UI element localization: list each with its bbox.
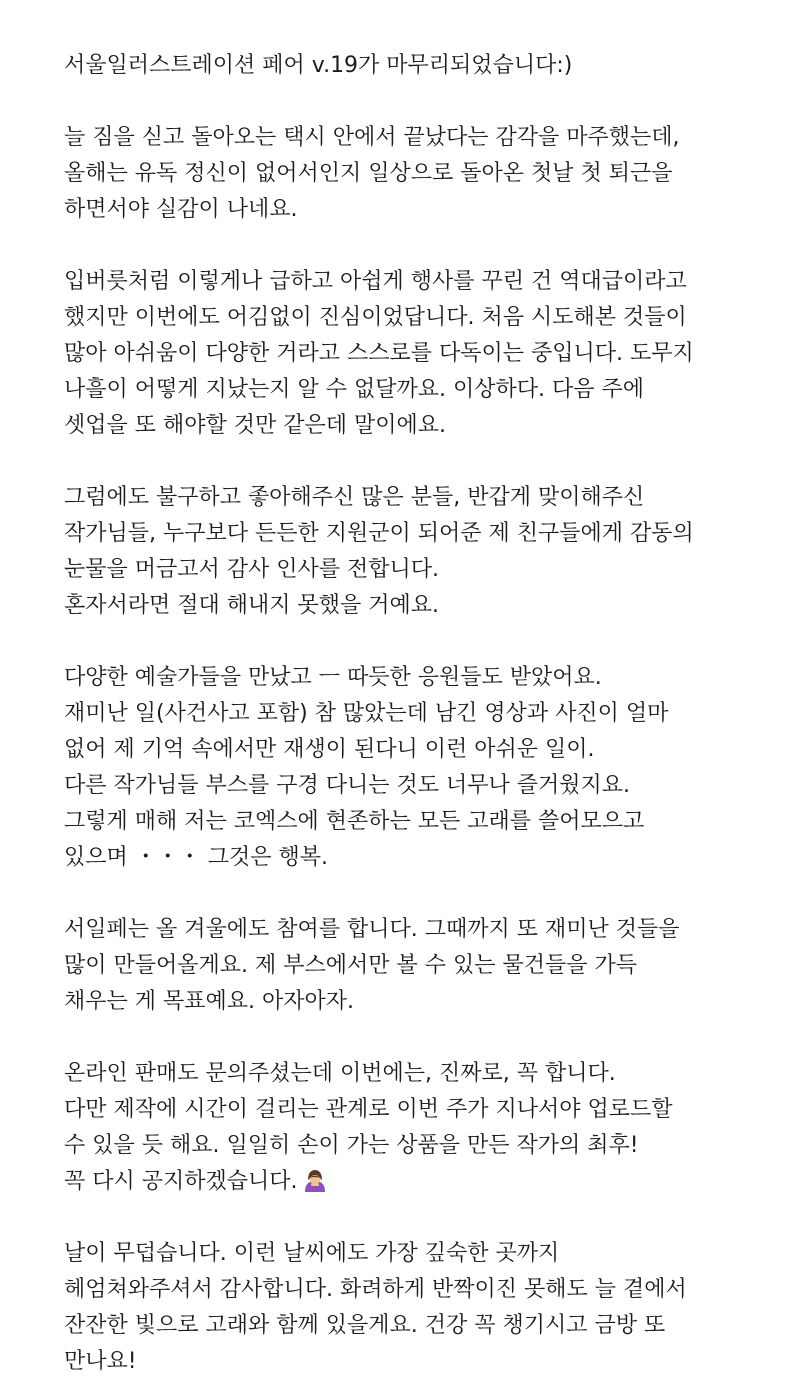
person-bowing-emoji-icon (302, 1167, 328, 1193)
text-line: 하면서야 실감이 나네요. (64, 197, 298, 222)
text-line: 입버릇처럼 이렇게나 급하고 아쉽게 행사를 꾸린 건 역대급이라고 (64, 269, 687, 294)
paragraph-7 (64, 1056, 771, 1200)
text-line: 많아 아쉬움이 다양한 거라고 스스로를 다독이는 중입니다. 도무지 (64, 341, 694, 366)
paragraph-4 (64, 480, 771, 624)
paragraph-1 (64, 48, 771, 84)
paragraph-3 (64, 264, 771, 444)
text-line: 수 있을 듯 해요. 일일히 손이 가는 상품을 만든 작가의 최후! (64, 1133, 639, 1158)
paragraph-8 (64, 1236, 771, 1380)
text-line: 나흘이 어떻게 지났는지 알 수 없달까요. 이상하다. 다음 주에 (64, 377, 644, 402)
paragraph-2 (64, 120, 771, 228)
text-line: 온라인 판매도 문의주셨는데 이번에는, 진짜로, 꼭 합니다. (64, 1061, 616, 1086)
text-line: 혼자서라면 절대 해내지 못했을 거예요. (64, 593, 439, 618)
text-line: 했지만 이번에도 어김없이 진심이었답니다. 처음 시도해본 것들이 (64, 305, 687, 330)
text-line: 만나요! (64, 1349, 137, 1374)
text-line: 많이 만들어올게요. 제 부스에서만 볼 수 있는 물건들을 가득 (64, 953, 637, 978)
text-line: 다양한 예술가들을 만났고 ㅡ 따듯한 응원들도 받았어요. (64, 665, 602, 690)
paragraph-5 (64, 660, 771, 876)
text-line-with-emoji (64, 1164, 771, 1200)
text-line: 있으며 ・・・ 그것은 행복. (64, 845, 328, 870)
text-line: 꼭 다시 공지하겠습니다. (64, 1169, 298, 1194)
text-line: 그렇게 매해 저는 코엑스에 현존하는 모든 고래를 쓸어모으고 (64, 809, 645, 834)
text-line: 다만 제작에 시간이 걸리는 관계로 이번 주가 지나서야 업로드할 (64, 1097, 673, 1122)
text-line: 작가님들, 누구보다 든든한 지원군이 되어준 제 친구들에게 감동의 (64, 521, 694, 546)
text-line: 재미난 일(사건사고 포함) 참 많았는데 남긴 영상과 사진이 얼마 (64, 701, 669, 726)
text-line: 잔잔한 빛으로 고래와 함께 있을게요. 건강 꼭 챙기시고 금방 또 (64, 1313, 666, 1338)
text-line: 서일페는 올 겨울에도 참여를 합니다. 그때까지 또 재미난 것들을 (64, 917, 680, 942)
text-line: 다른 작가님들 부스를 구경 다니는 것도 너무나 즐거웠지요. (64, 773, 630, 798)
text-line: 없어 제 기억 속에서만 재생이 된다니 이런 아쉬운 일이. (64, 737, 595, 762)
text-line: 눈물을 머금고서 감사 인사를 전합니다. (64, 557, 439, 582)
text-line: 날이 무덥습니다. 이런 날씨에도 가장 깊숙한 곳까지 (64, 1241, 560, 1266)
text-line: 늘 짐을 싣고 돌아오는 택시 안에서 끝났다는 감각을 마주했는데, (64, 125, 680, 150)
text-line: 올해는 유독 정신이 없어서인지 일상으로 돌아온 첫날 첫 퇴근을 (64, 161, 673, 186)
text-line: 셋업을 또 해야할 것만 같은데 말이에요. (64, 413, 446, 438)
text-line: 서울일러스트레이션 페어 v.19가 마무리되었습니다:) (64, 53, 573, 78)
text-line: 헤엄쳐와주셔서 감사합니다. 화려하게 반짝이진 못해도 늘 곁에서 (64, 1277, 687, 1302)
paragraph-6 (64, 912, 771, 1020)
text-line: 그럼에도 불구하고 좋아해주신 많은 분들, 반갑게 맞이해주신 (64, 485, 645, 510)
text-line: 채우는 게 목표예요. 아자아자. (64, 989, 354, 1014)
